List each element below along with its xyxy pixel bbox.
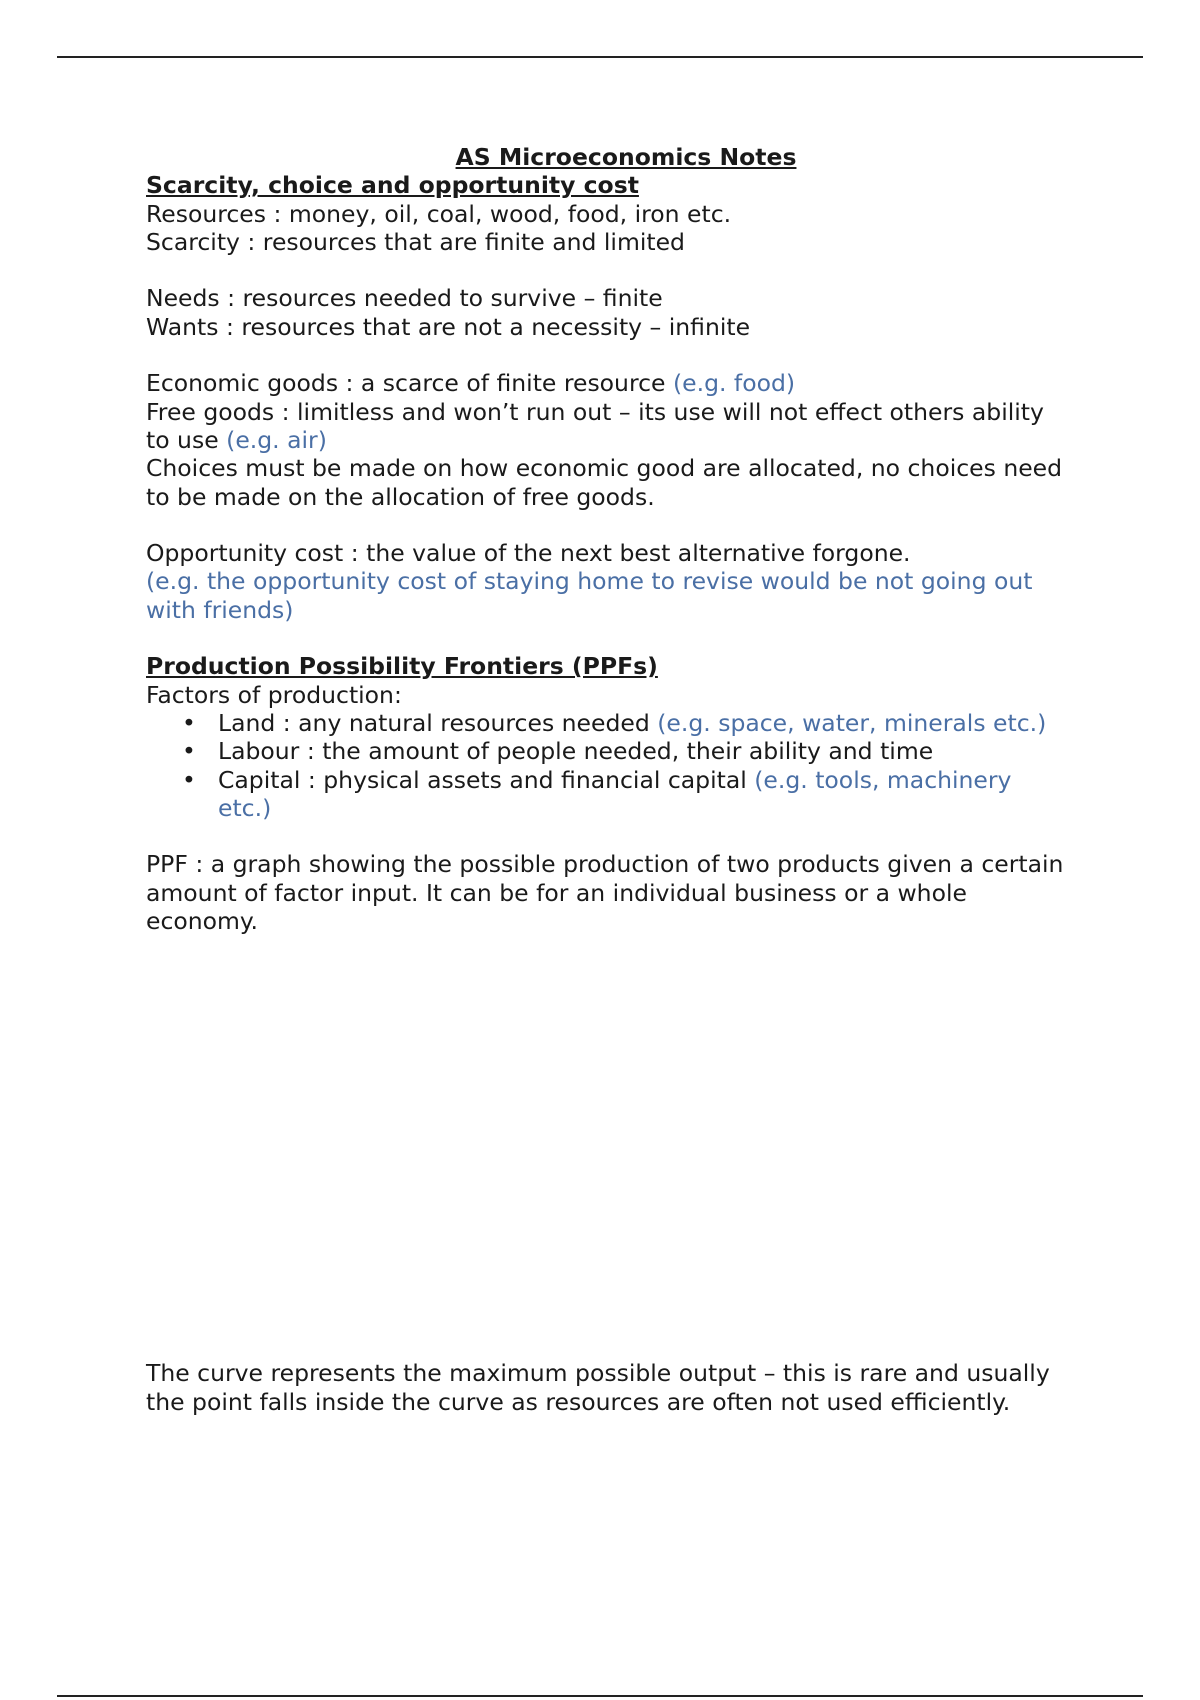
factor-text: Labour : the amount of people needed, their ability and time [218, 737, 934, 766]
free-goods-definition [146, 398, 1066, 455]
economic-goods-example: (e.g. food) [672, 369, 796, 398]
choices-note: Choices must be made on how economic good are allocated, no choices need to be made on the allocation of free goods. [146, 454, 1063, 511]
figure-placeholder [146, 935, 1066, 1359]
section-heading-ppf: Production Possibility Frontiers (PPFs) [146, 652, 658, 681]
document-title: AS Microeconomics Notes [455, 143, 797, 171]
factors-list [146, 709, 1066, 822]
list-item [218, 737, 1066, 765]
needs-definition: Needs : resources needed to survive – finite [146, 284, 663, 313]
header-rule [57, 56, 1143, 58]
list-item [218, 766, 1066, 823]
scarcity-definition: Scarcity : resources that are finite and limited [146, 227, 685, 256]
factors-intro: Factors of production: [146, 680, 402, 709]
document-body [146, 143, 1066, 1416]
spacer [146, 256, 1066, 284]
opportunity-cost-example: (e.g. the opportunity cost of staying home to revise would be not going out with friends) [146, 567, 1033, 624]
opportunity-cost-definition: Opportunity cost : the value of the next best alternative forgone. [146, 539, 911, 568]
list-item [218, 709, 1066, 737]
free-goods-example: (e.g. air) [226, 425, 327, 454]
factor-text: Land : any natural resources needed [218, 708, 650, 737]
ppf-definition: PPF : a graph showing the possible production of two products given a certain amount of factor input. It can be for an individual business or a whole economy. [146, 850, 1064, 936]
curve-note: The curve represents the maximum possible output – this is rare and usually the point falls inside the curve as resources are often not used efficiently. [146, 1359, 1050, 1416]
factor-text: Capital : physical assets and financial capital [218, 765, 747, 794]
free-goods-text: Free goods : limitless and won’t run out – its use will not effect others ability to use [146, 397, 1044, 454]
spacer [146, 341, 1066, 369]
factor-example: (e.g. tools, machinery etc.) [218, 765, 1012, 822]
resources-definition: Resources : money, oil, coal, wood, food, iron etc. [146, 199, 732, 228]
spacer [146, 822, 1066, 850]
wants-definition: Wants : resources that are not a necessity – infinite [146, 312, 751, 341]
spacer [146, 624, 1066, 652]
factor-example: (e.g. space, water, minerals etc.) [657, 708, 1047, 737]
spacer [146, 511, 1066, 539]
economic-goods-text: Economic goods : a scarce of finite resource [146, 369, 666, 398]
economic-goods-definition [146, 369, 1066, 397]
footer-rule [57, 1695, 1143, 1697]
section-heading-scarcity: Scarcity, choice and opportunity cost [146, 171, 639, 200]
